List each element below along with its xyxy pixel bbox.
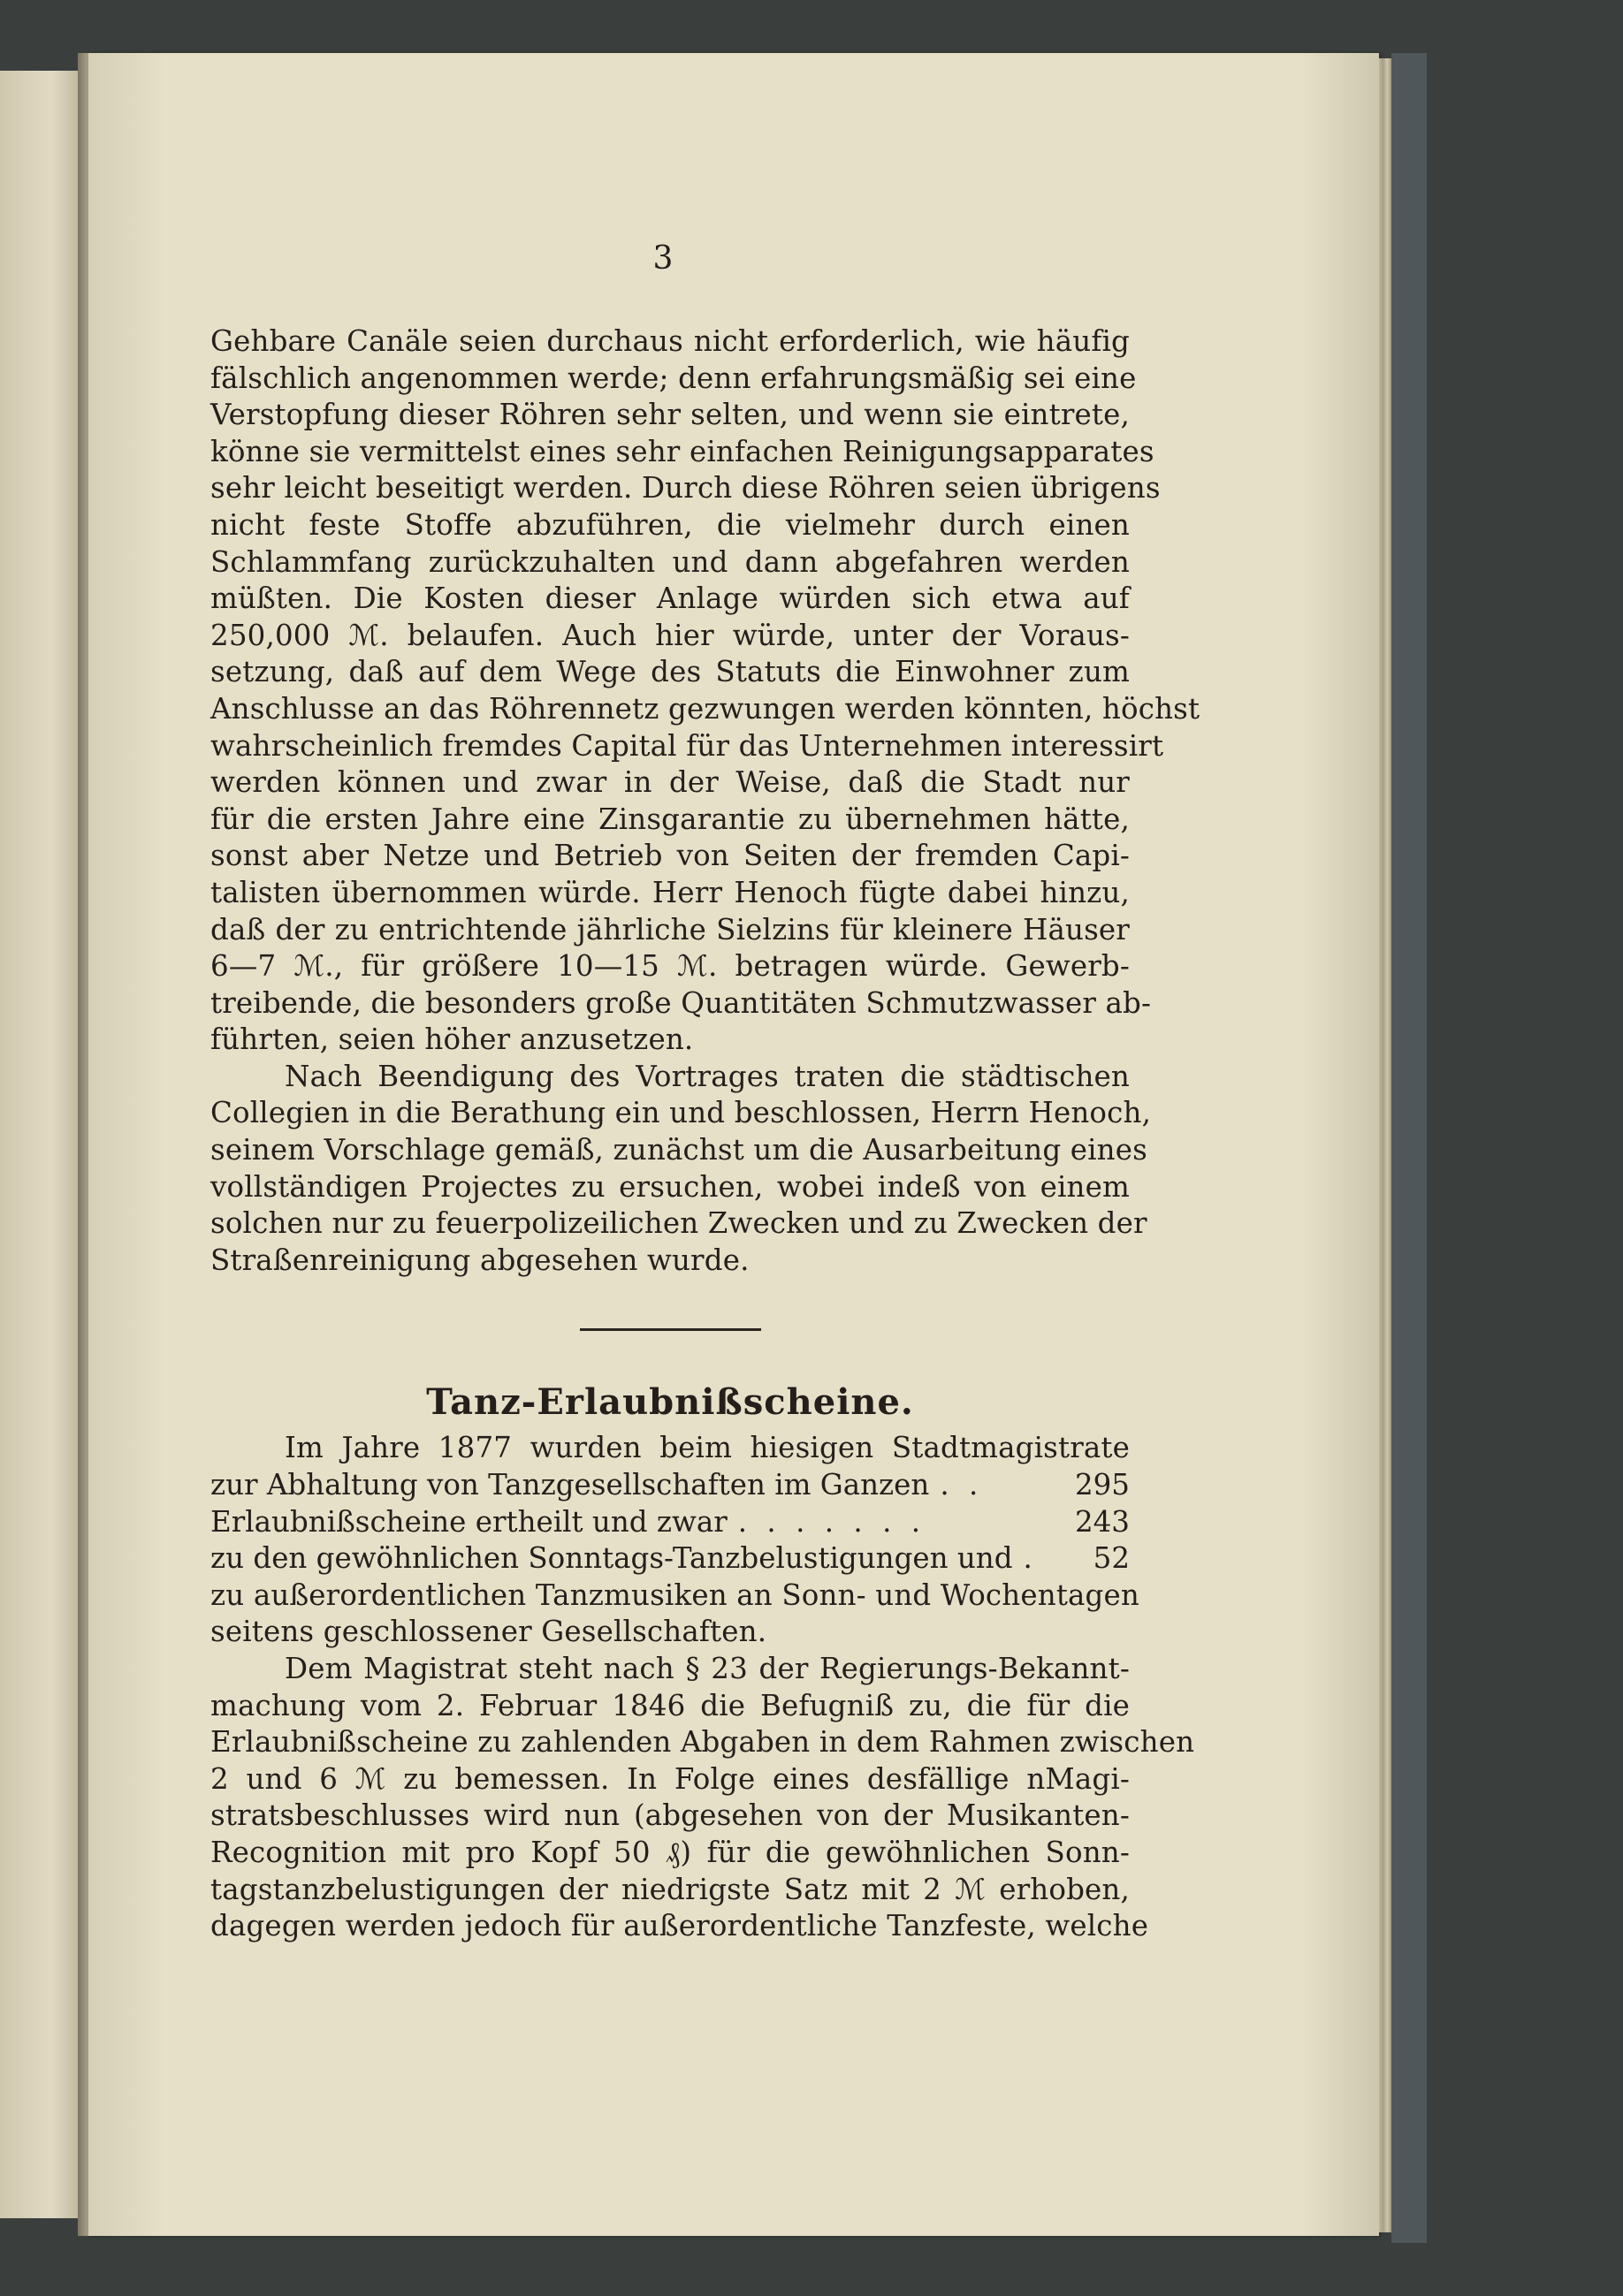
text-line: daß der zu entrichtende jährliche Sielzins für kleinere Häuser <box>210 912 1130 947</box>
text-line: Nach Beendigung des Vortrages traten die städtischen <box>285 1059 1130 1093</box>
page-number: 3 <box>652 240 674 277</box>
text-line: setzung, daß auf dem Wege des Statuts die Einwohner zum <box>210 655 1130 689</box>
text-line: 250,000 ℳ. belaufen. Auch hier würde, unter der Voraus- <box>210 618 1130 652</box>
paragraph-magistrate-fees <box>210 1651 1195 1945</box>
table-row <box>210 1540 1130 1578</box>
section-divider <box>580 1328 761 1331</box>
text-line: könne sie vermittelst eines sehr einfachen Reinigungsapparates <box>210 434 1154 468</box>
text-line: 6—7 ℳ., für größere 10—15 ℳ. betragen würde. Gewerb- <box>210 949 1130 984</box>
text-line: machung vom 2. Februar 1846 die Befugniß zu, die für die <box>210 1688 1130 1722</box>
row-value: 52 <box>1093 1541 1130 1576</box>
text-line: Collegien in die Berathung ein und beschlossen, Herrn Henoch, <box>210 1096 1152 1130</box>
text-line: müßten. Die Kosten dieser Anlage würden sich etwa auf <box>210 582 1130 616</box>
text-line: zu außerordentlichen Tanzmusiken an Sonn- und Wochentagen <box>210 1578 1139 1612</box>
text-line: Straßenreinigung abgesehen wurde. <box>210 1243 750 1277</box>
text-line: seitens geschlossener Gesellschaften. <box>210 1615 767 1649</box>
text-line: vollständigen Projectes zu ersuchen, wobei indeß von einem <box>210 1169 1130 1204</box>
text-line: Im Jahre 1877 wurden beim hiesigen Stadtmagistrate <box>285 1431 1130 1465</box>
page-stack-edge <box>1379 58 1391 2232</box>
text-line: sehr leicht beseitigt werden. Durch diese Röhren seien übrigens <box>210 471 1161 506</box>
paragraph-sewer-costs <box>210 323 1200 1059</box>
row-label: zur Abhaltung von Tanzgesellschaften im Ganzen <box>210 1468 930 1502</box>
text-line: werden können und zwar in der Weise, daß die Stadt nur <box>210 765 1130 800</box>
text-line: Erlaubnißscheine zu zahlenden Abgaben in dem Rahmen zwischen <box>210 1725 1195 1760</box>
text-line: dagegen werden jedoch für außerordentliche Tanzfeste, welche <box>210 1909 1149 1943</box>
text-line: fälschlich angenommen werde; denn erfahrungsmäßig sei eine <box>210 361 1137 395</box>
row-value: 243 <box>1074 1504 1130 1539</box>
paragraph-council-decision <box>210 1059 1152 1280</box>
text-line: nicht feste Stoffe abzuführen, die vielmehr durch einen <box>210 507 1130 542</box>
row-value: 295 <box>1074 1468 1130 1502</box>
section-heading: Tanz-Erlaubnißscheine. <box>426 1381 914 1424</box>
text-line: talisten übernommen würde. Herr Henoch fügte dabei hinzu, <box>210 875 1130 909</box>
left-page-edge <box>0 71 87 2218</box>
text-line: treibende, die besonders große Quantitäten Schmutzwasser ab- <box>210 985 1152 1020</box>
table-row <box>210 1467 1130 1504</box>
text-line: führten, seien höher anzusetzen. <box>210 1023 694 1057</box>
text-line: für die ersten Jahre eine Zinsgarantie zu übernehmen hätte, <box>210 802 1130 836</box>
table-row <box>210 1504 1130 1541</box>
text-line: wahrscheinlich fremdes Capital für das Unternehmen interessirt <box>210 728 1164 763</box>
text-line: Schlammfang zurückzuhalten und dann abgefahren werden <box>210 544 1130 579</box>
paragraph-permits-tail <box>210 1578 1139 1651</box>
leader-dots: . <box>1023 1541 1038 1576</box>
page-text <box>210 323 1200 1945</box>
book-cover-edge <box>1391 53 1427 2243</box>
leader-dots: . . <box>940 1468 984 1502</box>
text-line: Recognition mit pro Kopf 50 ₰) für die gewöhnlichen Sonn- <box>210 1835 1130 1869</box>
text-line: 2 und 6 ℳ zu bemessen. In Folge eines desfällige nMagi- <box>210 1761 1130 1796</box>
text-line: Verstopfung dieser Röhren sehr selten, und wenn sie eintrete, <box>210 398 1130 432</box>
text-line: sonst aber Netze und Betrieb von Seiten der fremden Capi- <box>210 839 1130 873</box>
text-line: tagstanzbelustigungen der niedrigste Satz mit 2 ℳ erhoben, <box>210 1872 1130 1906</box>
row-label: zu den gewöhnlichen Sonntags-Tanzbelustigungen und <box>210 1541 1013 1576</box>
row-label: Erlaubnißscheine ertheilt und zwar <box>210 1504 728 1539</box>
paragraph-permits-intro <box>210 1430 1130 1467</box>
text-line: solchen nur zu feuerpolizeilichen Zwecken und zu Zwecken der <box>210 1206 1147 1241</box>
text-line: Gehbare Canäle seien durchaus nicht erforderlich, wie häufig <box>210 324 1130 358</box>
leader-dots: . . . . . . . <box>737 1504 926 1539</box>
text-line: seinem Vorschlage gemäß, zunächst um die Ausarbeitung eines <box>210 1133 1147 1167</box>
permit-count-table <box>210 1467 1130 1578</box>
text-line: Anschlusse an das Röhrennetz gezwungen werden könnten, höchst <box>210 691 1200 726</box>
text-line: Dem Magistrat steht nach § 23 der Regierungs-Bekannt- <box>285 1652 1130 1685</box>
text-line: stratsbeschlusses wird nun (abgesehen von der Musikanten- <box>210 1798 1130 1833</box>
